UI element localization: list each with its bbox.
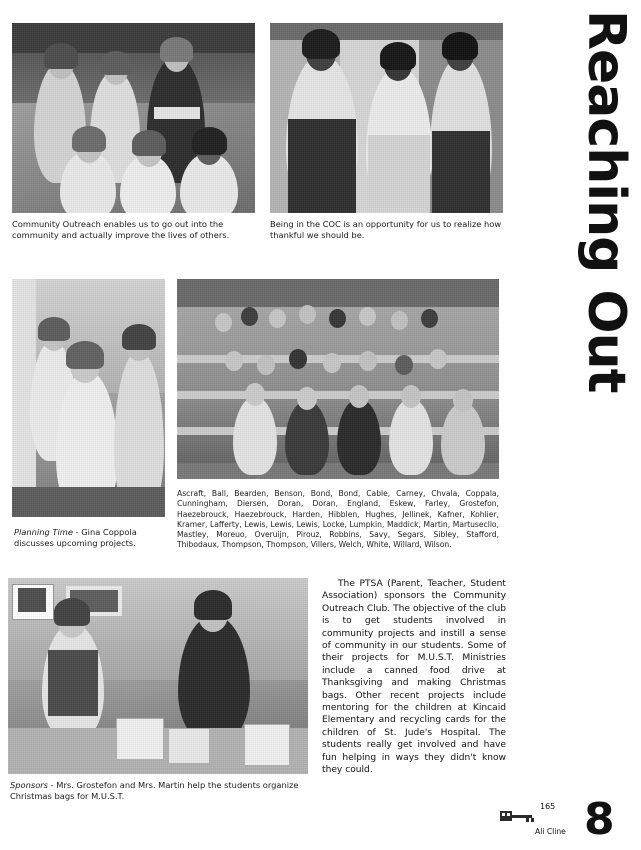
caption-photo-5 bbox=[10, 780, 306, 802]
photo-coc-members bbox=[270, 23, 503, 213]
member-name-list: Ascraft, Ball, Bearden, Benson, Bond, Bond, Cable, Carney, Chvala, Coppala, Cunningham, Diersen, Doran, Doran, England, Eskew, Farley, Grostefon, Haezebrouck, Haezebrouck, Harden, Hibblen, Hughes, Jellinek, Kafner, Kohlier, Kramer, Lafferty, Lewis, Lewis, Lewis, Locke, Lumpkin, Maddick, Martin, Martusecllo, Mastley, Moreuo, Overuijn, Pirouz, Robbins, Savy, Segars, Sibley, Stafford, Thibodaux, Thompson, Thompson, Villers, Welch, White, Willard, Wilson. bbox=[177, 489, 499, 550]
caption-photo-2: Being in the COC is an opportunity for us to realize how thankful we should be. bbox=[270, 219, 502, 240]
caption-photo-3-rest: - Gina Coppola discusses upcoming projects. bbox=[14, 527, 137, 548]
section-number: 8 bbox=[584, 794, 615, 845]
page-number: 165 bbox=[540, 802, 556, 811]
caption-photo-1: Community Outreach enables us to go out into the community and actually improve the lives of others. bbox=[12, 219, 230, 240]
photo-grain bbox=[12, 279, 165, 517]
photo-grain bbox=[177, 279, 499, 479]
caption-photo-5-title: Sponsors bbox=[10, 780, 49, 790]
photo-grain bbox=[8, 578, 308, 774]
photo-grain bbox=[270, 23, 503, 213]
key-icon bbox=[500, 808, 534, 829]
page-title-reaching-out: Reaching Out bbox=[576, 10, 636, 393]
caption-photo-5-rest: - Mrs. Grostefon and Mrs. Martin help the students organize Christmas bags for M.U.S.T. bbox=[10, 780, 299, 801]
photo-credit: Ali Cline bbox=[535, 827, 566, 836]
caption-photo-3-title: Planning Time bbox=[14, 527, 73, 537]
photo-community-outreach-group bbox=[12, 23, 255, 213]
photo-club-group-on-stairs bbox=[177, 279, 499, 479]
caption-photo-3 bbox=[14, 527, 164, 549]
article-body: The PTSA (Parent, Teacher, Student Association) sponsors the Community Outreach Club. The objective of the club is to get students involved in community projects and instill a sense of community in our students. Some of their projects for M.U.S.T. Ministries include a canned food drive at Thanksgiving and making Christmas bags. Other recent projects include mentoring for the children at Kincaid Elementary and recycling cards for the children of St. Jude's Hospital. The students really get involved and have fun helping in ways they didn't know they could. bbox=[322, 579, 506, 776]
photo-grain bbox=[12, 23, 255, 213]
photo-planning-time bbox=[12, 279, 165, 517]
photo-sponsors bbox=[8, 578, 308, 774]
